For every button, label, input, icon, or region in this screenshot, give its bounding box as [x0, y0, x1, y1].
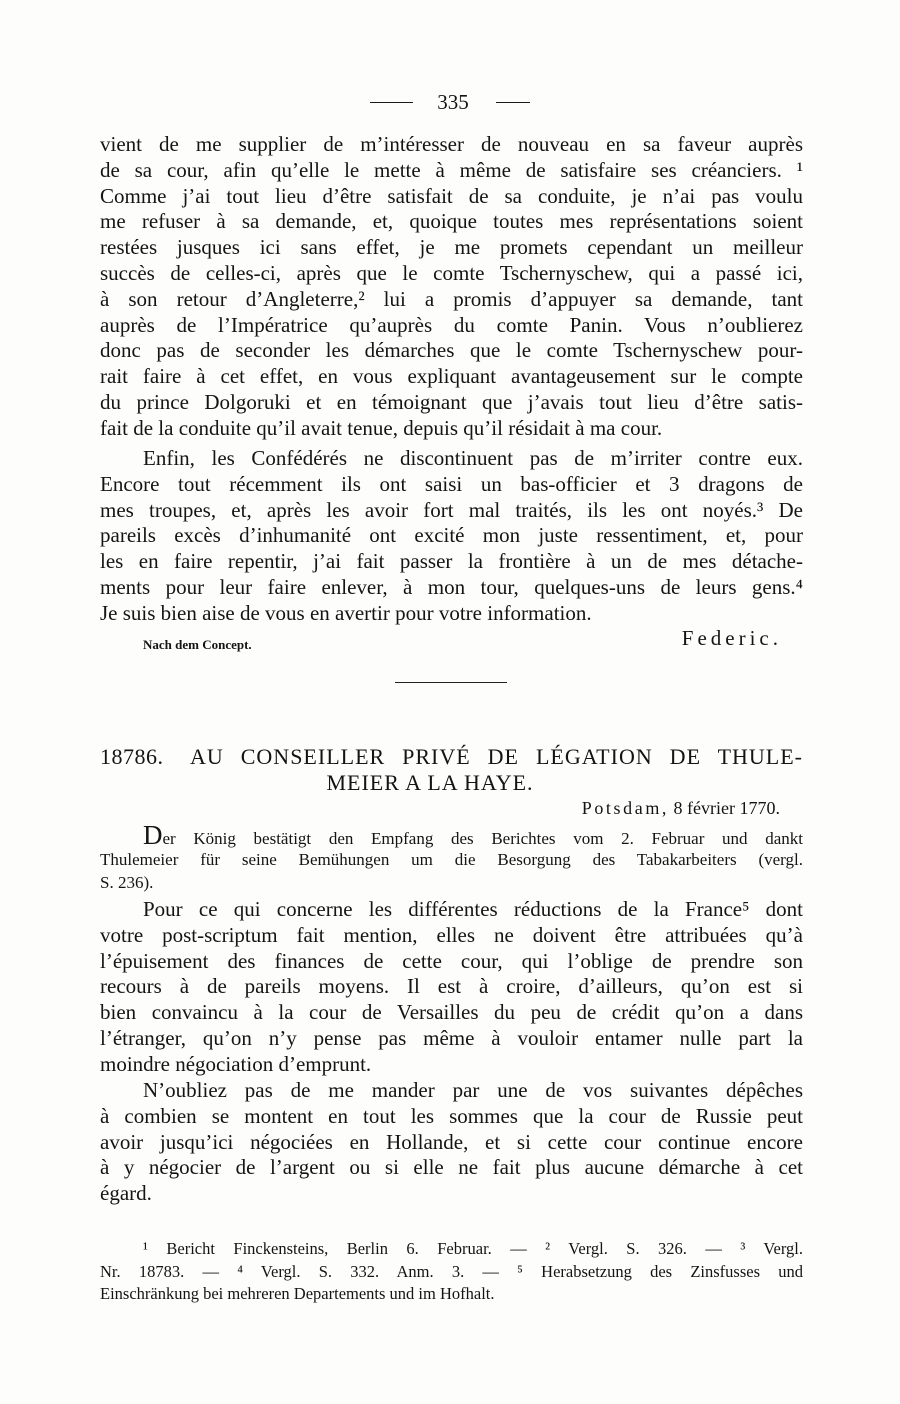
page-number-dash-left: [370, 102, 413, 103]
footnote-line: Einschränkung bei mehreren Departements und im Hofhalt.: [100, 1284, 495, 1303]
footnote-line: Nr. 18783. — ⁴ Vergl. S. 332. Anm. 3. — ⁵ Herabsetzung des Zinsfusses und: [100, 1261, 803, 1281]
letter-summary: [100, 820, 803, 895]
signature: Federic.: [681, 626, 782, 650]
text-line: donc pas de seconder les démarches que le comte Tschernyschew pour-: [100, 338, 803, 363]
letter-title-line: AU CONSEILLER PRIVÉ DE LÉGATION DE THULE-: [190, 744, 803, 769]
summary-line: Thulemeier für seine Bemühungen um die Besorgung des Tabakarbeiters (vergl.: [100, 849, 803, 869]
text-line: me refuser à sa demande, et, quoique toutes mes représentations soient: [100, 209, 803, 234]
footnote-line: ¹ Bericht Finckensteins, Berlin 6. Februar. — ² Vergl. S. 326. — ³ Vergl.: [143, 1239, 803, 1258]
paragraph: [100, 446, 803, 627]
text-line: recours à de pareils moyens. Il est à croire, d’ailleurs, qu’on est si: [100, 974, 803, 999]
text-line: succès de celles-ci, après que le comte Tschernyschew, qui a passé ici,: [100, 260, 803, 285]
text-line: l’étranger, qu’on n’y pense pas même à vouloir entamer nulle part la: [100, 1025, 803, 1050]
section-divider: [395, 682, 507, 683]
source-note: Nach dem Concept.: [143, 637, 252, 652]
text-line: bien convaincu à la cour de Versailles du peu de crédit qu’on a dans: [100, 1000, 803, 1025]
text-line: vient de me supplier de m’intéresser de nouveau en sa faveur auprès: [100, 132, 803, 156]
text-line: mes troupes, et, après les avoir fort mal traités, ils les ont noyés.³ De: [100, 497, 803, 522]
paragraph: [100, 132, 803, 442]
text-line: ments pour leur faire enlever, à mon tour, quelques-uns de leurs gens.⁴: [100, 574, 803, 599]
text-line: pareils excès d’inhumanité ont excité mon juste ressentiment, et, pour: [100, 523, 803, 548]
summary-line: Der König bestätigt den Empfang des Berichtes vom 2. Februar und dankt: [143, 820, 803, 850]
text-line: Pour ce qui concerne les différentes réductions de la France⁵ dont: [143, 897, 803, 921]
paragraph: [100, 897, 803, 1078]
text-line: auprès de l’Impératrice qu’auprès du comte Panin. Vous n’oublierez: [100, 312, 803, 337]
text-line: égard.: [100, 1181, 152, 1206]
text-line: Encore tout récemment ils ont saisi un bas-officier et 3 dragons de: [100, 471, 803, 496]
text-line: rait faire à cet effet, en vous expliquant avantageusement sur le compte: [100, 364, 803, 389]
text-line: à son retour d’Angleterre,² lui a promis d’appuyer sa demande, tant: [100, 286, 803, 311]
letter-number: 18786.: [100, 744, 164, 769]
text-line: Je suis bien aise de vous en avertir pour votre information.: [100, 600, 592, 625]
page-number-dash-right: [496, 102, 530, 103]
page-number: 335: [437, 90, 469, 114]
text-line: de sa cour, afin qu’elle le mette à même de satisfaire ses créanciers. ¹: [100, 157, 803, 182]
text-line: N’oubliez pas de me mander par une de vos suivantes dépêches: [143, 1078, 803, 1102]
footnotes: [100, 1238, 803, 1306]
text-line: restées jusques ici sans effet, je me promets cependant un meilleur: [100, 235, 803, 260]
letter-date: 8 février 1770.: [673, 798, 780, 818]
text-line: à y négocier de l’argent ou si elle ne fait plus aucune démarche à cet: [100, 1155, 803, 1180]
text-line: l’épuisement des finances de cette cour, qui l’oblige de prendre son: [100, 948, 803, 973]
letter-heading-row: [100, 744, 803, 770]
text-line: moindre négociation d’emprunt.: [100, 1051, 372, 1076]
text-line: avoir jusqu’ici négociées en Hollande, et si cette cour continue encore: [100, 1129, 803, 1154]
summary-line: S. 236).: [100, 873, 154, 892]
page-header: [0, 89, 900, 115]
text-line: les en faire repentir, j’ai fait passer la frontière à un de mes détache-: [100, 549, 803, 574]
paragraph: [100, 1078, 803, 1207]
text-line: Comme j’ai tout lieu d’être satisfait de sa conduite, je n’ai pas voulu: [100, 183, 803, 208]
text-line: à combien se montent en tout les sommes que la cour de Russie peut: [100, 1103, 803, 1128]
letter-heading: [100, 744, 803, 796]
text-line: Enfin, les Confédérés ne discontinuent pas de m’irriter contre eux.: [143, 446, 803, 470]
text-line: fait de la conduite qu’il avait tenue, depuis qu’il résidait à ma cour.: [100, 415, 663, 440]
letter-place: Potsdam,: [581, 798, 670, 818]
letter-title-line: MEIER A LA HAYE.: [326, 770, 534, 795]
dateline: [100, 797, 780, 819]
text-line: du prince Dolgoruki et en témoignant que j’avais tout lieu d’être satis-: [100, 389, 803, 414]
text-line: votre post-scriptum fait mention, elles ne doivent être attribuées qu’à: [100, 922, 803, 947]
